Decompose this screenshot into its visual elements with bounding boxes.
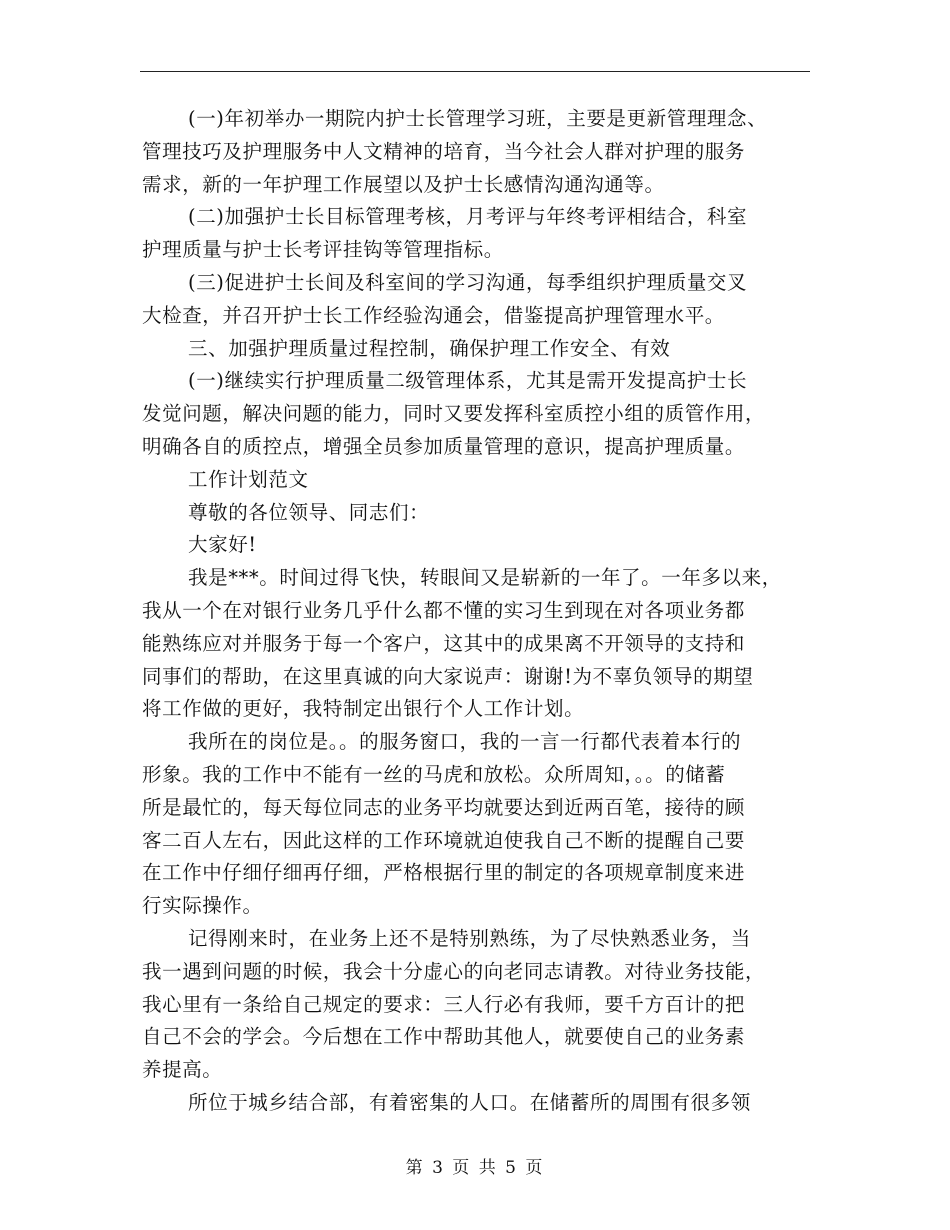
text-line: 形象。我的工作中不能有一丝的马虎和放松。众所周知，。。的储蓄 xyxy=(142,762,726,786)
header-rule xyxy=(140,71,810,72)
text-line: 我一遇到问题的时候，我会十分虚心的向老同志请教。对待业务技能， xyxy=(142,959,766,983)
text-line: 同事们的帮助，在这里真诚的向大家说声：谢谢!为不辜负领导的期望 xyxy=(142,664,754,688)
text-line: (一)继续实行护理质量二级管理体系，尤其是需开发提高护士长 xyxy=(188,369,748,393)
text-line: 大检查，并召开护士长工作经验沟通会，借鉴提高护理管理水平。 xyxy=(142,303,725,327)
text-line: 能熟练应对并服务于每一个客户，这其中的成果离不开领导的支持和 xyxy=(142,631,746,655)
text-line: 大家好! xyxy=(188,533,257,557)
text-line: 护理质量与护士长考评挂钩等管理指标。 xyxy=(142,238,504,262)
text-line: 我从一个在对银行业务几乎什么都不懂的实习生到现在对各项业务都 xyxy=(142,598,746,622)
text-line: 客二百人左右，因此这样的工作环境就迫使我自己不断的提醒自己要 xyxy=(142,828,746,852)
text-line: 行实际操作。 xyxy=(142,894,263,918)
text-line: (二)加强护士长目标管理考核，月考评与年终考评相结合，科室 xyxy=(188,205,748,229)
text-line: 我是***。时间过得飞快，转眼间又是崭新的一年了。一年多以来， xyxy=(188,566,782,590)
text-line: (三)促进护士长间及科室间的学习沟通，每季组织护理质量交叉 xyxy=(188,270,748,294)
page-number-label: 第 3 页 共 5 页 xyxy=(405,1158,545,1178)
text-line: 所是最忙的，每天每位同志的业务平均就要达到近两百笔，接待的顾 xyxy=(142,795,746,819)
text-line: 三、加强护理质量过程控制，确保护理工作安全、有效 xyxy=(188,336,671,360)
text-line: 所位于城乡结合部，有着密集的人口。在储蓄所的周围有很多领 xyxy=(188,1090,751,1114)
document-body xyxy=(142,103,812,1120)
text-line: (一)年初举办一期院内护士长管理学习班，主要是更新管理理念、 xyxy=(188,107,768,130)
text-line: 尊敬的各位领导、同志们： xyxy=(188,500,430,524)
text-line: 管理技巧及护理服务中人文精神的培育，当今社会人群对护理的服务 xyxy=(142,139,746,163)
text-line: 将工作做的更好，我特制定出银行个人工作计划。 xyxy=(142,697,585,721)
text-line: 我心里有一条给自己规定的要求：三人行必有我师，要千方百计的把 xyxy=(142,992,746,1016)
text-line: 我所在的岗位是。。的服务窗口，我的一言一行都代表着本行的 xyxy=(188,730,742,754)
text-line: 记得刚来时，在业务上还不是特别熟练，为了尽快熟悉业务，当 xyxy=(188,926,751,950)
text-line: 需求，新的一年护理工作展望以及护士长感情沟通沟通等。 xyxy=(142,172,665,196)
text-line: 发觉问题，解决问题的能力，同时又要发挥科室质控小组的质管作用， xyxy=(142,402,766,426)
text-line: 工作计划范文 xyxy=(188,467,309,491)
text-line: 自己不会的学会。今后想在工作中帮助其他人，就要使自己的业务素 xyxy=(142,1025,746,1049)
page-footer xyxy=(0,1153,950,1178)
text-line: 养提高。 xyxy=(142,1058,223,1082)
text-line: 在工作中仔细仔细再仔细，严格根据行里的制定的各项规章制度来进 xyxy=(142,861,746,885)
text-line: 明确各自的质控点，增强全员参加质量管理的意识，提高护理质量。 xyxy=(142,434,746,458)
